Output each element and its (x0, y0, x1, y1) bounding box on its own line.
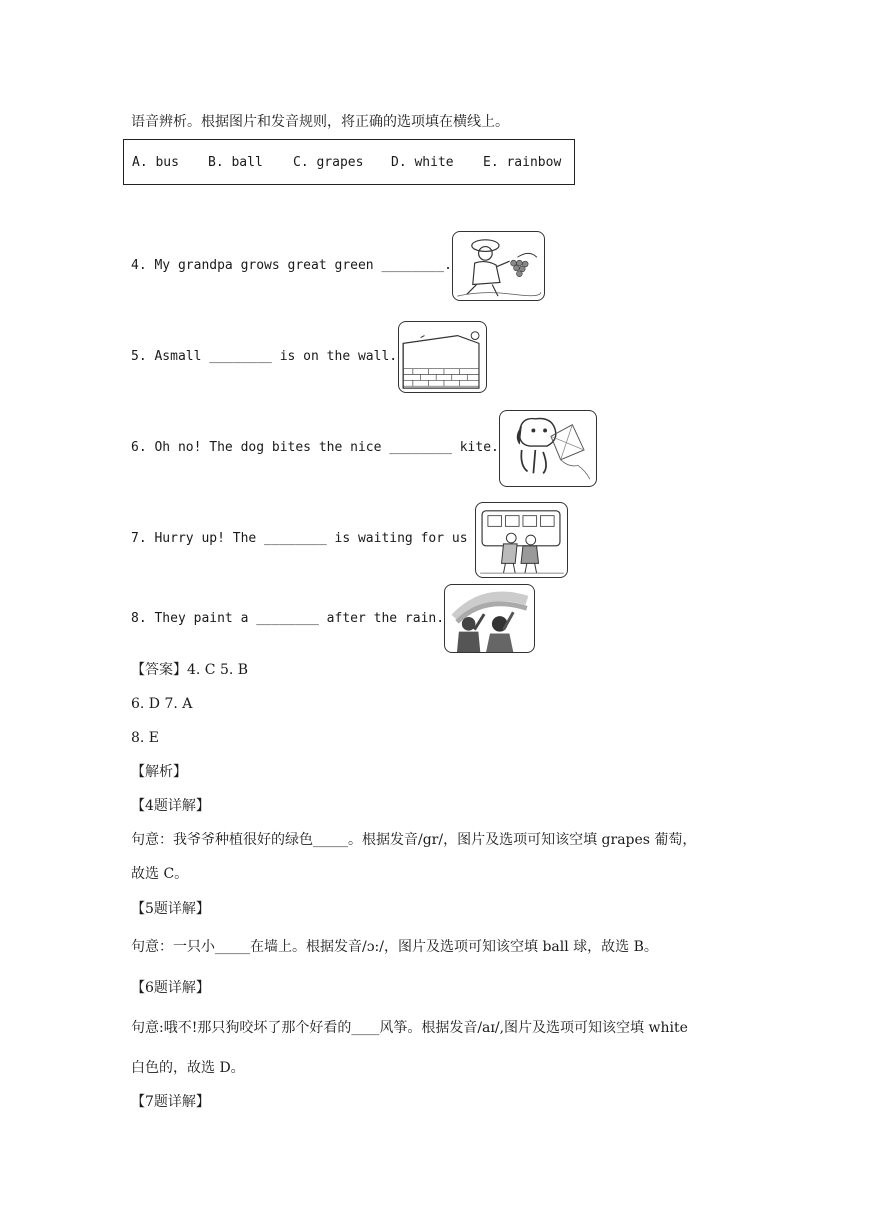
question-8: 8. They paint a ________ after the rain. (131, 611, 445, 626)
wall-icon (399, 322, 486, 392)
question-5: 5. Asmall ________ is on the wall. (131, 349, 398, 364)
answer-line-3: 8. E (131, 730, 160, 746)
rainbow-painting-icon (445, 585, 534, 652)
q4-detail-line-2: 故选 C。 (131, 866, 189, 882)
q7-detail-heading: 【7题详解】 (131, 1094, 210, 1110)
answer-line-1: 【答案】4. C 5. B (131, 662, 249, 678)
bus-children-picture (475, 502, 568, 578)
option-e: E. rainbow (483, 155, 562, 170)
option-c: C. grapes (293, 155, 364, 170)
bus-children-icon (476, 503, 567, 577)
options-box (123, 139, 575, 185)
dog-kite-picture (499, 410, 597, 487)
question-7: 7. Hurry up! The ________ is waiting for us (131, 531, 468, 546)
q6-detail-line-1: 句意:哦不!那只狗咬坏了那个好看的____风筝。根据发音/aɪ/,图片及选项可知该空填 white (131, 1020, 688, 1036)
option-b: B. ball (208, 155, 263, 170)
option-d: D. white (391, 155, 454, 170)
option-a: A. bus (132, 155, 179, 170)
instruction: 语音辨析。根据图片和发音规则，将正确的选项填在横线上。 (131, 114, 509, 130)
analysis-heading: 【解析】 (131, 764, 187, 780)
grandpa-grapes-icon (453, 232, 544, 300)
q5-detail-line-1: 句意：一只小_____在墙上。根据发音/ɔ:/，图片及选项可知该空填 ball 球，故选 B。 (131, 939, 658, 955)
answer-line-2: 6. D 7. A (131, 696, 193, 712)
q4-detail-line-1: 句意：我爷爷种植很好的绿色_____。根据发音/gr/，图片及选项可知该空填 grapes 葡萄， (131, 832, 697, 848)
grandpa-grapes-picture (452, 231, 545, 301)
wall-picture (398, 321, 487, 393)
q6-detail-line-2: 白色的，故选 D。 (131, 1060, 245, 1076)
rainbow-painting-picture (444, 584, 535, 653)
q6-detail-heading: 【6题详解】 (131, 980, 210, 996)
q4-detail-heading: 【4题详解】 (131, 798, 210, 814)
q5-detail-heading: 【5题详解】 (131, 901, 210, 917)
question-4: 4. My grandpa grows great green ________. (131, 258, 452, 273)
dog-kite-icon (500, 411, 596, 486)
question-6: 6. Oh no! The dog bites the nice ________ kite. (131, 440, 499, 455)
